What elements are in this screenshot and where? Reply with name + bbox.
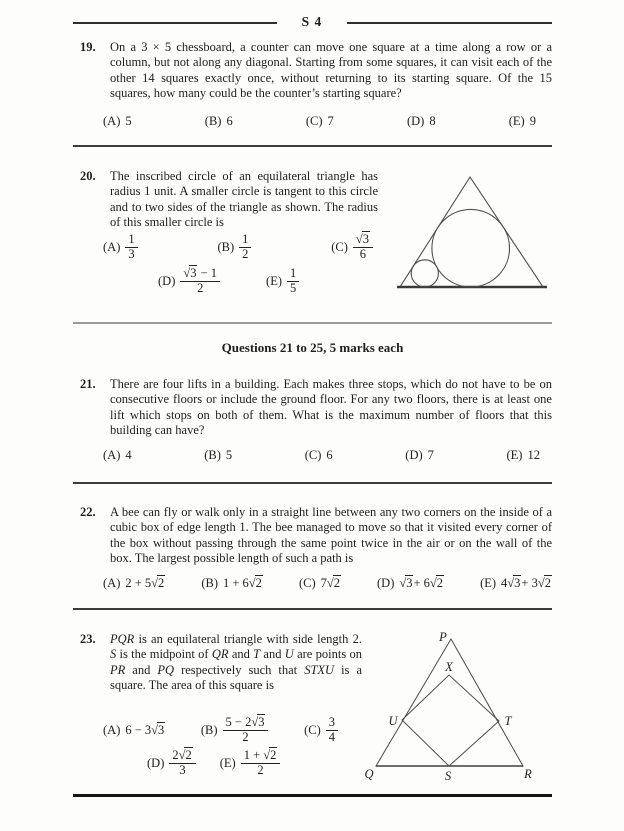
option-D [158,267,220,295]
option-value: 8 [429,114,436,128]
question-22 [80,505,552,567]
option-D [147,749,196,777]
option-value: 12 [527,448,540,462]
option-E [220,749,281,777]
option-C [306,114,334,129]
option-value: 6 [226,114,233,128]
option-label: (D) [406,114,425,128]
small-circle [411,260,438,287]
option-B [204,448,232,463]
question-number: 23. [80,632,96,646]
option-A [103,233,138,261]
question-number: 20. [80,169,96,183]
option-label: (C) [305,114,323,128]
vertex-label-s: S [444,769,452,783]
option-value: $\frac{1}{2}$ [239,233,251,261]
option-C [305,448,333,463]
options-row-q22 [103,576,552,591]
option-E [266,267,299,295]
option-label: (A) [103,576,121,590]
vertex-label-r: R [524,767,532,781]
question-text: PQR is an equilateral triangle with side length 2. S is the midpoint of QR and T and U are points on PR and PQ respectively such that STXU is a square. The area of this square is [110,632,362,693]
option-D [407,114,436,129]
question-19 [80,40,552,102]
option-label: (D) [147,755,165,770]
option-value: $\frac{1}{3}$ [125,233,137,261]
option-C [304,716,338,744]
option-E [507,448,540,463]
option-label: (D) [377,576,395,590]
option-label: (B) [201,576,218,590]
question-number: 19. [80,40,96,54]
option-B [201,576,263,591]
triangle-square-diagram [360,625,540,783]
option-label: (A) [103,722,121,737]
option-value: 7 √2 [320,576,340,590]
option-label: (B) [204,448,221,462]
option-value: $\frac{2√2}{3}$ [169,749,195,777]
option-value: 4 √3 + 3 √2 [501,576,551,590]
option-label: (C) [298,576,316,590]
option-label: (C) [304,722,321,737]
divider [73,145,552,147]
vertex-label-x: X [445,660,453,674]
options-row-q23-2 [147,749,280,777]
option-C [299,576,341,591]
option-B [205,114,233,129]
question-text: The inscribed circle of an equilateral triangle has radius 1 unit. A smaller circle is tangent to this circle and to two sides of the triangle as shown. The radius of this smaller circle is [110,169,378,230]
question-23 [80,632,362,694]
vertex-label-u: U [388,714,398,728]
option-A [103,448,132,463]
inscribed-circle [432,209,510,287]
page-number-label: S 4 [301,14,323,29]
option-label: (B) [204,114,222,128]
option-A [103,576,165,591]
option-value: $\frac{1 + √2}{2}$ [241,749,281,777]
option-value: $\frac{5 - 2√3}{2}$ [223,716,269,744]
square-stxu [402,675,499,766]
option-label: (A) [103,448,121,462]
option-label: (E) [508,114,525,128]
option-D [405,448,434,463]
divider [73,482,552,484]
divider [73,608,552,610]
option-value: 5 [125,114,132,128]
options-row-q19 [103,114,536,129]
option-label: (C) [304,448,322,462]
option-value: 7 [327,114,334,128]
option-label: (B) [200,722,218,737]
option-label: (E) [219,755,236,770]
triangle-outline [400,177,543,287]
header-rule-left [73,22,277,24]
option-label: (E) [266,273,283,288]
option-label: (E) [480,576,497,590]
options-row-q20-2 [158,267,299,295]
question-21 [80,377,552,439]
option-E [509,114,536,129]
option-label: (D) [405,448,423,462]
option-value: $\frac{√3 - 1}{2}$ [180,267,220,295]
option-D [377,576,444,591]
options-row-q21 [103,448,540,463]
question-number: 21. [80,377,96,391]
option-label: (E) [506,448,523,462]
vertex-label-p: P [439,630,447,644]
options-row-q20-1 [103,233,373,261]
option-value: √3 + 6 √2 [399,576,444,590]
option-A [103,114,132,129]
option-label: (C) [331,239,348,254]
vertex-label-t: T [504,714,512,728]
option-value: 5 [225,448,233,462]
option-label: (A) [103,239,121,254]
option-value: $\frac{3}{4}$ [326,716,338,744]
option-value: 7 [427,448,434,462]
option-B [217,233,251,261]
bottom-rule [73,794,552,797]
option-value: $\frac{1}{5}$ [287,267,299,295]
option-B [201,716,269,744]
option-value: 1 + 6 √2 [222,576,262,590]
option-value: 4 [125,448,132,462]
option-A [103,716,165,744]
triangle-pqr [376,639,523,766]
section-header: Questions 21 to 25, 5 marks each [221,340,404,355]
vertex-label-q: Q [364,767,374,781]
option-value: 9 [529,114,536,128]
option-value: 6 [326,448,333,462]
option-value: 2 + 5 √2 [125,576,165,590]
options-row-q23-1 [103,716,338,744]
question-number: 22. [80,505,96,519]
question-text: A bee can fly or walk only in a straight line between any two corners on the inside of a cubic box of edge length 1. The bee managed to move so that it visited every corner of the box without passing through the same point twice in the air or on the wall of the box. The largest possible length of such a path is [110,505,552,566]
question-text: On a 3 × 5 chessboard, a counter can move one square at a time along a row or a column, but not along any diagonal. Starting from some squares, it can visit each of the other 14 squares exactly once, without returning to its starting square. Of the 15 squares, how many could be the counter’s starting square? [110,40,552,101]
option-label: (B) [217,239,235,254]
question-text: There are four lifts in a building. Each makes three stops, which do not have to be on consecutive floors or include the ground floor. For any two floors, there is at least one lift which stops on both of them. What is the maximum number of floors that this building can have? [110,377,552,438]
triangle-incircle-diagram [395,170,550,295]
option-value: 6 − 3 √3 [125,722,165,737]
question-20 [80,169,378,231]
option-C [331,233,373,261]
option-E [480,576,552,591]
option-value: $\frac{√3}{6}$ [353,233,373,261]
option-label: (D) [158,273,176,288]
header-rule-right [347,22,552,24]
option-label: (A) [103,114,121,128]
divider [73,322,552,324]
